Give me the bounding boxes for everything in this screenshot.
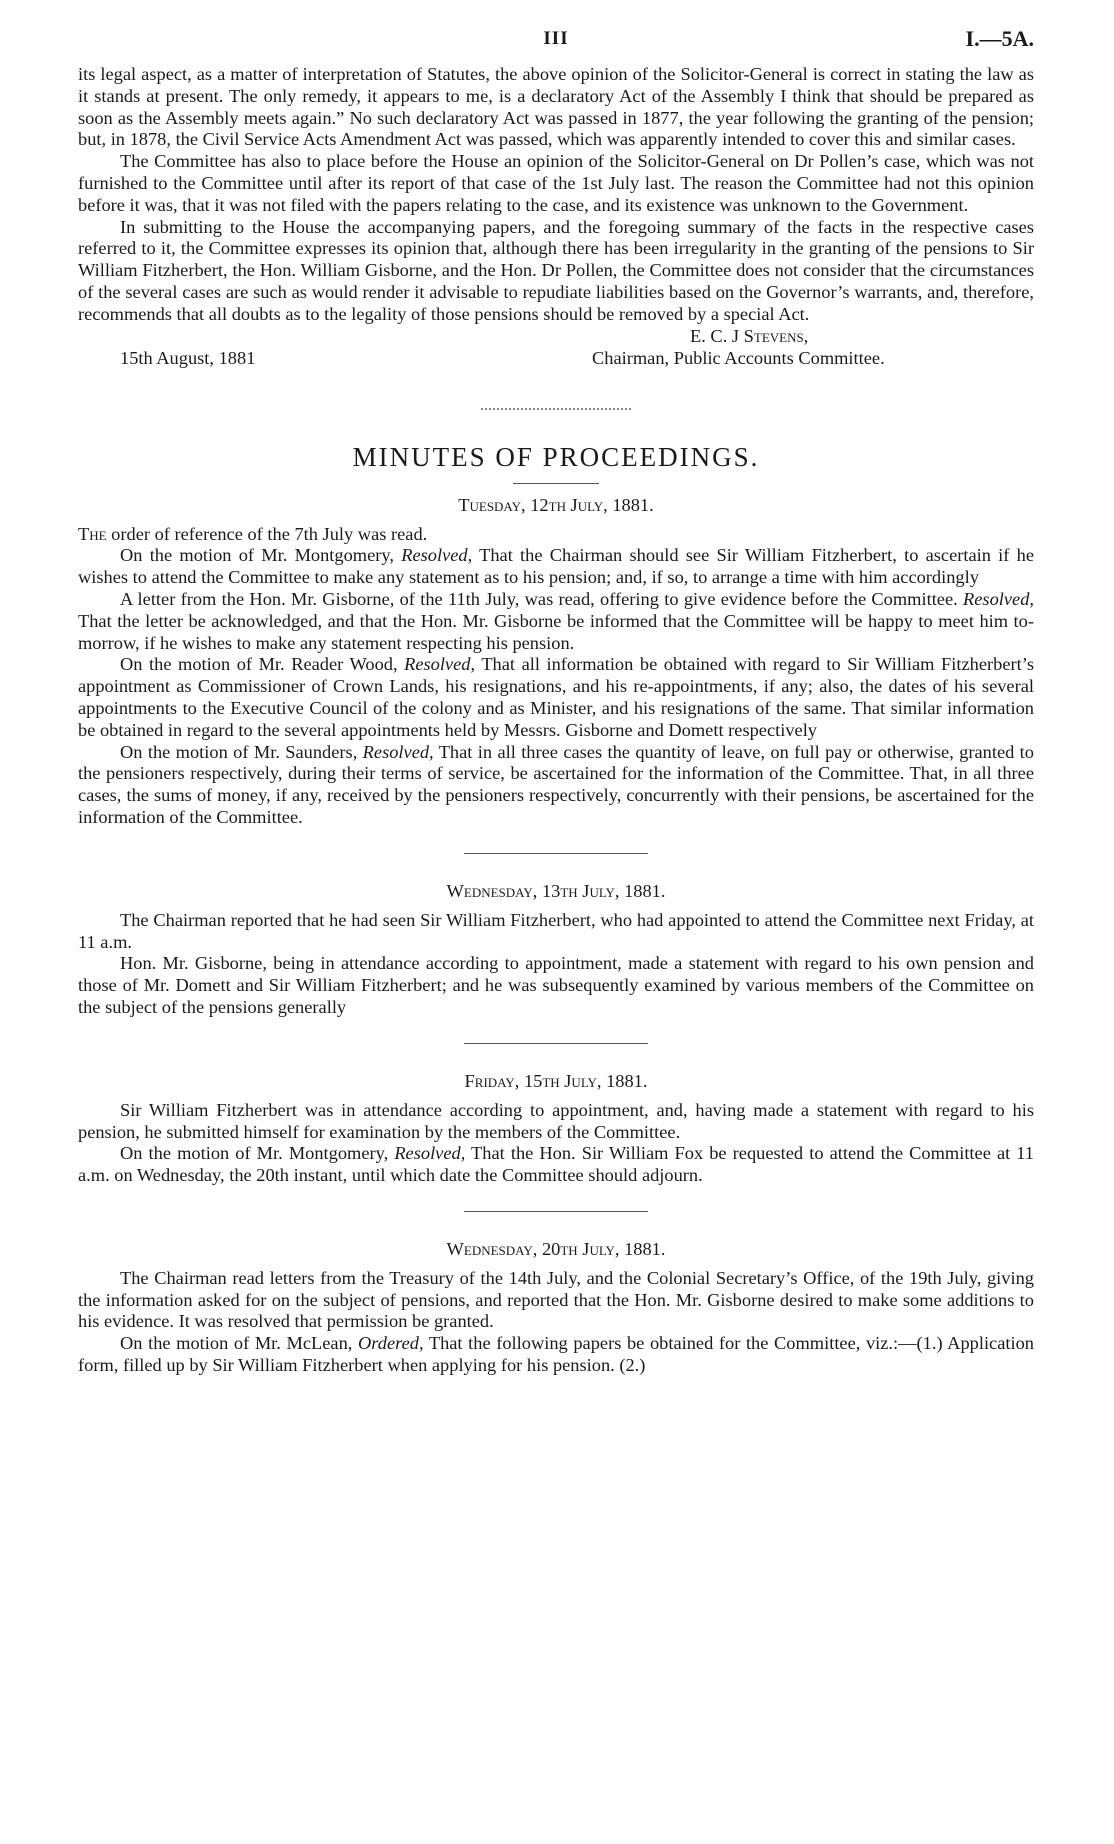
paragraph-text: That the following papers be obtained for the Committee, viz.:—(1.) Application form, filled up by Sir William Fitzherbert when applying for his pension. (2.) (78, 1333, 1034, 1376)
report-date: 15th August, 1881 (120, 347, 256, 368)
heading-date: 15th July, (523, 1070, 602, 1091)
heading-date: 13th July, (541, 880, 620, 901)
order-word: Ordered, (358, 1333, 424, 1354)
document-page (78, 24, 1034, 1377)
heading-year: 1881. (624, 880, 666, 901)
heading-date: 20th July, (541, 1238, 620, 1259)
section-separator (464, 1211, 648, 1212)
lead-word: The (78, 523, 107, 544)
resolution-word: Resolved, (404, 654, 476, 675)
section-separator (464, 1043, 648, 1044)
resolution-word: Resolved, (963, 588, 1034, 609)
paragraph-text: That the Hon. Sir William Fox be requested to attend the Committee at 11 a.m. on Wednesday, the 20th instant, until which date the Committee should adjourn. (78, 1143, 1034, 1186)
heading-date: 12th July, (530, 494, 608, 515)
paragraph-text: A letter from the Hon. Mr. Gisborne, of the 11th July, was read, offering to give evidence before the Committee. (120, 588, 964, 609)
report-conclusion (78, 64, 1034, 326)
paragraph-text: That the letter be acknowledged, and that the Hon. Mr. Gisborne be informed that the Committee will be happy to meet him to-morrow, if he wishes to make any statement respecting his pension. (78, 610, 1034, 653)
heading-day: Friday, (464, 1070, 520, 1091)
minutes-paragraph (78, 524, 1034, 546)
paragraph-text: On the motion of Mr. McLean, (120, 1333, 358, 1354)
section-divider (481, 408, 631, 410)
minutes-paragraph (78, 1333, 1034, 1377)
minutes-paragraph: The Chairman reported that he had seen Sir William Fitzherbert, who had appointed to attend the Committee next Friday, at 11 a.m. (78, 909, 1034, 952)
signatory-title: Chairman, Public Accounts Committee. (592, 347, 885, 368)
resolution-word: Resolved, (401, 545, 473, 566)
minutes-paragraph (78, 1143, 1034, 1187)
paragraph-text: On the motion of Mr. Montgomery, (120, 1143, 395, 1164)
minutes-paragraph: The Chairman read letters from the Treasury of the 14th July, and the Colonial Secretary’s Office, of the 19th July, giving the information asked for on the subject of pensions, and reported that the Hon. Mr. Gisborne desired to make some additions to his evidence. It was resolved that permission be granted. (78, 1267, 1034, 1332)
minutes-paragraph (78, 545, 1034, 589)
resolution-word: Resolved, (394, 1143, 466, 1164)
signatory-initials: E. C. J (690, 325, 740, 346)
intro-paragraph-1: its legal aspect, as a matter of interpretation of Statutes, the above opinion of the Solicitor-General is correct in stating the law as it stands at present. The only remedy, it appears to me, is a declaratory Act of the Assembly I think that should be prepared as soon as the Assembly meets again.” No such declaratory Act was passed in 1877, the year following the granting of the pension; but, in 1878, the Civil Service Acts Amendment Act was passed, which was apparently intended to cover this and similar cases. (78, 64, 1034, 150)
minutes-section-wednesday-13-july (78, 880, 1034, 1019)
section-heading (78, 494, 1034, 516)
signature-block (78, 326, 1034, 372)
minutes-paragraph (78, 654, 1034, 741)
heading-day: Wednesday, (446, 880, 538, 901)
paragraph-text: On the motion of Mr. Reader Wood, (120, 654, 405, 675)
minutes-paragraph (78, 742, 1034, 829)
heading-day: Wednesday, (446, 1238, 538, 1259)
paragraph-text: That in all three cases the quantity of leave, on full pay or otherwise, granted to the pensioners respectively, during their terms of service, be ascertained for the information of the Committee. That, in all three cases, the sums of money, if any, received by the pensioners respectively, concurrently with their pensions, be ascertained for the information of the Committee. (78, 741, 1034, 827)
paragraph-text: On the motion of Mr. Montgomery, (120, 545, 402, 566)
minutes-title: MINUTES OF PROCEEDINGS. (352, 441, 760, 472)
intro-paragraph-2: The Committee has also to place before the House an opinion of the Solicitor-General on Dr Pollen’s case, which was not furnished to the Committee until after its report of that case of the 1st July last. The reason the Committee had not this opinion before it was, that it was not filed with the papers relating to the case, and its existence was unknown to the Government. (78, 151, 1034, 215)
minutes-section-friday-15-july (78, 1070, 1034, 1187)
section-heading (78, 880, 1034, 902)
minutes-paragraph (78, 589, 1034, 654)
section-heading (78, 1070, 1034, 1092)
intro-paragraph-3: In submitting to the House the accompanying papers, and the foregoing summary of the facts in the respective cases referred to it, the Committee expresses its opinion that, although there has been irregularity in the granting of the pensions to Sir William Fitzherbert, the Hon. William Gisborne, and the Hon. Dr Pollen, the Committee does not consider that the circumstances of the several cases are such as would render it advisable to repudiate liabilities based on the Governor’s warrants, and, therefore, recommends that all doubts as to the legality of those pensions should be removed by a special Act. (78, 216, 1034, 324)
page-number: III (543, 28, 569, 49)
paragraph-text: That the Chairman should see Sir William Fitzherbert, to ascertain if he wishes to attend the Committee to make any statement as to his pension; and, if so, to arrange a time with him accordingly (78, 545, 1034, 588)
minutes-section-tuesday-12-july (78, 494, 1034, 829)
page-header (78, 24, 1034, 64)
heading-year: 1881. (612, 494, 654, 515)
paragraph-text: order of reference of the 7th July was read. (106, 523, 428, 544)
resolution-word: Resolved, (362, 741, 434, 762)
section-heading (78, 1238, 1034, 1260)
paragraph-text: On the motion of Mr. Saunders, (120, 741, 363, 762)
section-separator (464, 853, 648, 854)
minutes-section-wednesday-20-july (78, 1238, 1034, 1377)
heading-year: 1881. (624, 1238, 666, 1259)
minutes-paragraph: Hon. Mr. Gisborne, being in attendance according to appointment, made a statement with regard to his own pension and those of Mr. Domett and Sir William Fitzherbert; and he was subsequently examined by various members of the Committee on the subject of the pensions generally (78, 953, 1034, 1017)
heading-day: Tuesday, (458, 494, 526, 515)
signatory-surname: Stevens, (743, 325, 809, 346)
paragraph-text: That all information be obtained with regard to Sir William Fitzherbert’s appointment as Commissioner of Crown Lands, his resignations, and his re-appointments, if any; also, the dates of his several appointments to the Executive Council of the colony and as Minister, and his resignations of the same. That similar information be obtained in regard to the several appointments held by Messrs. Gisborne and Domett respectively (78, 654, 1034, 740)
document-reference: I.—5A. (965, 26, 1034, 51)
title-underline (513, 483, 599, 484)
heading-year: 1881. (606, 1070, 648, 1091)
minutes-paragraph: Sir William Fitzherbert was in attendance according to appointment, and, having made a statement with regard to his pension, he submitted himself for examination by the members of the Committee. (78, 1099, 1034, 1142)
signatory-name (690, 326, 808, 348)
